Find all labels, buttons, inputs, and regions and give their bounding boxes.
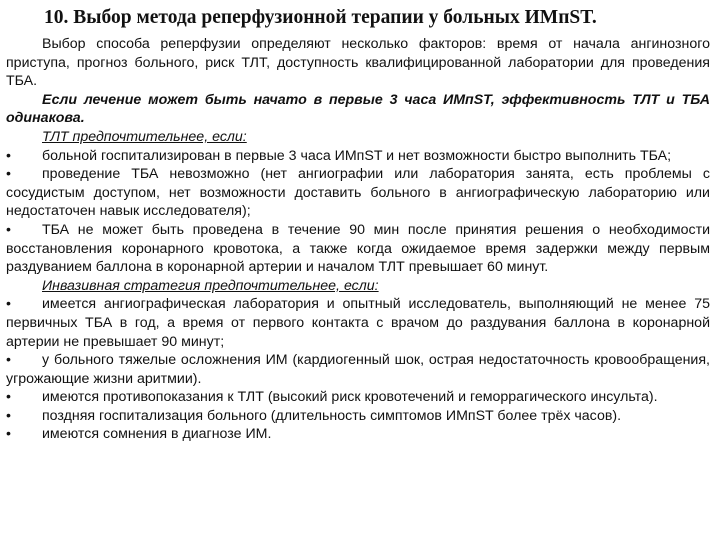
invasive-section xyxy=(6,277,710,296)
invasive-heading: Инвазивная стратегия предпочтительнее, если: xyxy=(42,277,379,294)
tlt-item-text: ТБА не может быть проведена в течение 90 мин после принятия решения о необходимости восстановления коронарного кровотока, а также когда ожидаемое время задержки между первым раздуванием баллона в коронарной артерии и началом ТЛТ превышает 60 минут. xyxy=(6,221,710,276)
invasive-item-text: поздняя госпитализация больного (длительность симптомов ИМпST более трёх часов). xyxy=(42,407,622,424)
invasive-item-text: имеется ангиографическая лаборатория и опытный исследователь, выполняющий не менее 75 первичных ТБА в год, а время от первого контакта с врачом до раздувания баллона в коронарной артерии не превышает 90 минут; xyxy=(6,296,710,350)
invasive-item xyxy=(6,295,710,351)
invasive-item xyxy=(6,351,710,388)
invasive-item xyxy=(6,388,710,407)
tlt-item-text: больной госпитализирован в первые 3 часа ИМпST и нет возможности быстро выполнить ТБА; xyxy=(42,147,672,164)
invasive-item xyxy=(6,425,710,444)
lead-statement: Если лечение может быть начато в первые 3 часа ИМпST, эффективность ТЛТ и ТБА одинакова. xyxy=(6,91,710,127)
invasive-item-text: имеются противопоказания к ТЛТ (высокий риск кровотечений и геморрагического инсульта). xyxy=(42,389,658,406)
bullet-icon: • xyxy=(6,407,11,424)
invasive-item xyxy=(6,407,710,426)
bullet-icon: • xyxy=(6,147,11,164)
tlt-item xyxy=(6,147,710,166)
bullet-icon: • xyxy=(6,296,11,313)
bullet-icon: • xyxy=(6,426,11,443)
tlt-item xyxy=(6,221,710,277)
tlt-item-text: проведение ТБА невозможно (нет ангиографии или лаборатория занята, есть проблемы с сосудистым доступом, нет возможности доставить больного в ангиографическую лабораторию или недостаточен навык исследователя); xyxy=(6,166,710,220)
bullet-icon: • xyxy=(6,221,11,238)
tlt-item xyxy=(6,165,710,221)
bullet-icon: • xyxy=(6,166,11,183)
tlt-section xyxy=(6,128,710,147)
intro-paragraph: Выбор способа реперфузии определяют несколько факторов: время от начала ангинозного приступа, прогноз больного, риск ТЛТ, доступность квалифицированной лаборатории для проведения ТБА. xyxy=(6,36,710,90)
bullet-icon: • xyxy=(6,389,11,406)
invasive-item-text: имеются сомнения в диагнозе ИМ. xyxy=(42,426,272,443)
bullet-icon: • xyxy=(6,352,11,369)
invasive-item-text: у больного тяжелые осложнения ИМ (кардиогенный шок, острая недостаточность кровообращения, угрожающие жизни аритмии). xyxy=(6,352,710,387)
tlt-heading: ТЛТ предпочтительнее, если: xyxy=(42,128,247,145)
page-title: 10. Выбор метода реперфузионной терапии у больных ИМпST. xyxy=(44,7,597,28)
document-body xyxy=(6,35,710,444)
